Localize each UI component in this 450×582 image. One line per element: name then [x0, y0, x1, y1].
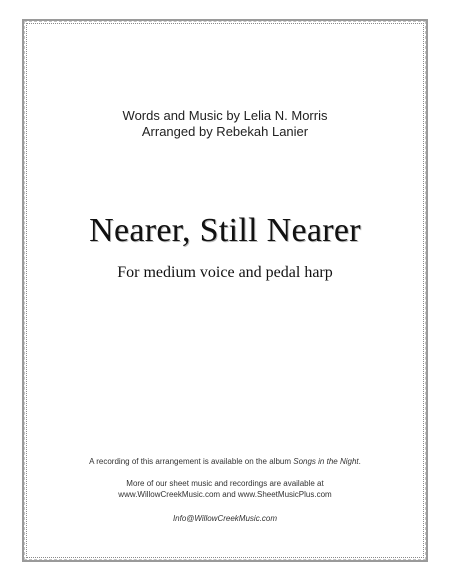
recording-note [0, 456, 450, 467]
page-title: Nearer, Still Nearer [89, 212, 361, 249]
recording-note-suffix: . [358, 457, 361, 466]
more-info-line: More of our sheet music and recordings are available at [126, 479, 324, 488]
website-links: www.WillowCreekMusic.com and www.SheetMusicPlus.com [118, 490, 332, 499]
arranger-credit: Arranged by Rebekah Lanier [141, 124, 309, 139]
recording-note-prefix: A recording of this arrangement is available on the album [89, 457, 294, 466]
composer-credit: Words and Music by Lelia N. Morris [122, 108, 328, 123]
album-title: Songs in the Night [293, 457, 359, 466]
contact-email: Info@WillowCreekMusic.com [172, 514, 278, 523]
page-subtitle: For medium voice and pedal harp [117, 264, 333, 281]
